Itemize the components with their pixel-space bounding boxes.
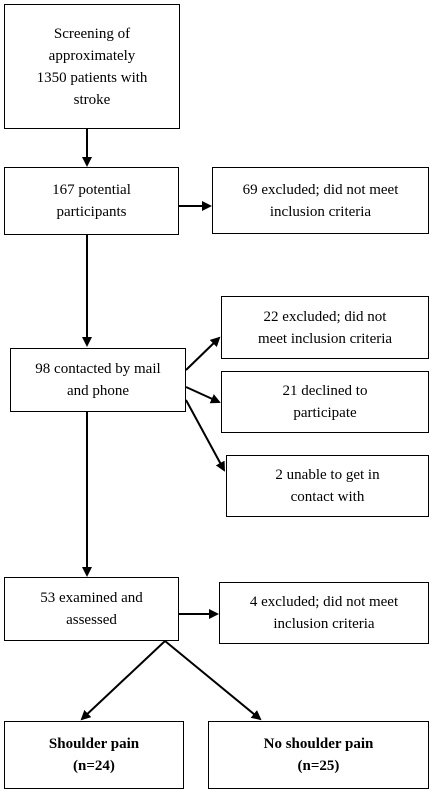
examined-box xyxy=(4,577,179,641)
arrow-examined-to-shoulder-pain xyxy=(82,641,165,719)
no-shoulder-pain-text: No shoulder pain (n=25) xyxy=(263,736,374,774)
excluded-text-3: 4 excluded; did not meet inclusion criteria xyxy=(249,594,399,632)
contacted-text: 98 contacted by mail and phone xyxy=(35,361,161,399)
excluded-box-3 xyxy=(219,582,429,644)
potential-participants-text: 167 potential participants xyxy=(52,182,131,220)
screening-box xyxy=(4,4,180,129)
unable-box xyxy=(226,455,429,517)
declined-box xyxy=(221,371,429,433)
potential-participants-box xyxy=(4,167,179,235)
arrow-examined-to-no-shoulder-pain xyxy=(165,641,260,719)
declined-text: 21 declined to participate xyxy=(282,383,368,421)
excluded-text-1: 69 excluded; did not meet inclusion criteria xyxy=(242,181,399,220)
excluded-box-1 xyxy=(212,167,429,234)
shoulder-pain-box xyxy=(4,721,184,789)
no-shoulder-pain-box xyxy=(208,721,429,789)
unable-text: 2 unable to get in contact with xyxy=(275,467,380,505)
arrow-contacted-to-excluded-2 xyxy=(186,338,219,370)
excluded-box-2 xyxy=(221,296,429,359)
arrow-contacted-to-declined xyxy=(186,387,219,402)
screening-text: Screening of approximately 1350 patients with stroke xyxy=(36,25,148,108)
examined-text: 53 examined and assessed xyxy=(40,590,143,628)
excluded-text-2: 22 excluded; did not meet inclusion criteria xyxy=(257,308,393,347)
arrow-contacted-to-unable xyxy=(186,400,224,470)
shoulder-pain-text: Shoulder pain (n=24) xyxy=(48,736,140,774)
contacted-box xyxy=(10,348,186,412)
